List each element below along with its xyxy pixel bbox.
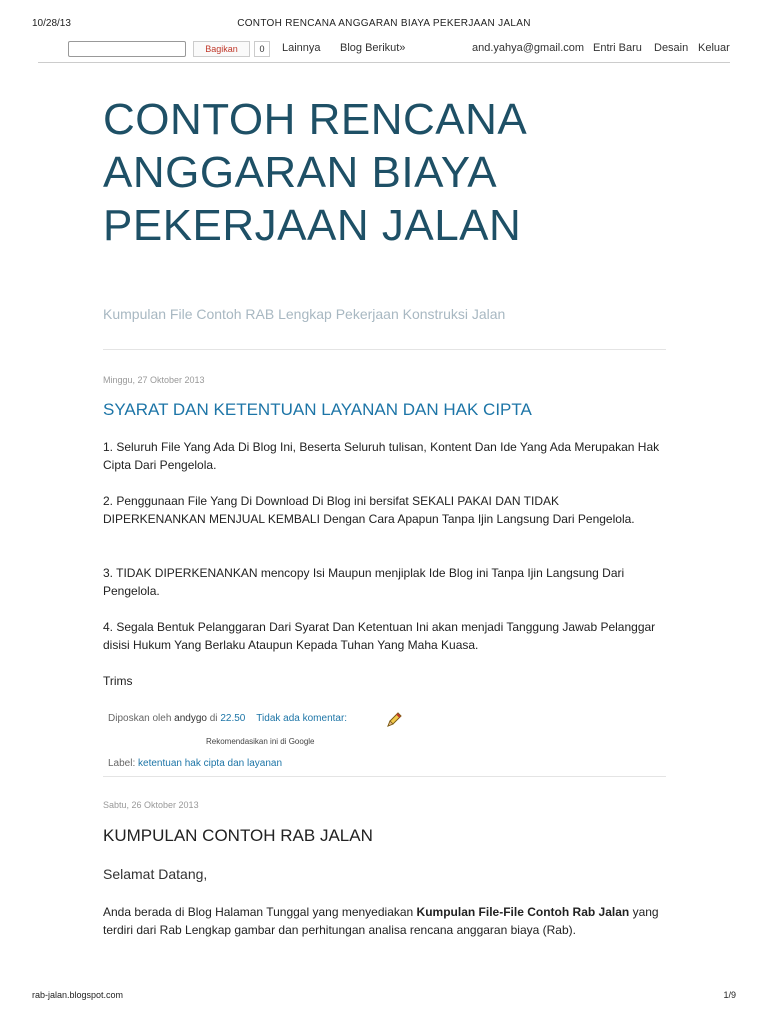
search-input[interactable] bbox=[68, 41, 186, 57]
post-paragraph: 3. TIDAK DIPERKENANKAN mencopy Isi Maupun menjiplak Ide Blog ini Tanpa Ijin Langsung Dari Pengelola. bbox=[103, 566, 625, 598]
print-footer bbox=[32, 990, 736, 1002]
print-header bbox=[32, 18, 736, 32]
post-title[interactable]: KUMPULAN CONTOH RAB JALAN bbox=[103, 826, 373, 845]
post-labels bbox=[108, 758, 282, 769]
edit-pencil-icon[interactable] bbox=[384, 710, 404, 730]
print-page-title: CONTOH RENCANA ANGGARAN BIAYA PEKERJAAN JALAN bbox=[237, 18, 531, 29]
print-page-number: 1/9 bbox=[723, 990, 736, 1000]
comments-link[interactable]: Tidak ada komentar: bbox=[256, 713, 348, 724]
share-button[interactable]: Bagikan bbox=[193, 41, 250, 57]
intro-text: Anda berada di Blog Halaman Tunggal yang menyediakan bbox=[103, 905, 417, 919]
post-paragraph: 2. Penggunaan File Yang Di Download Di Blog ini bersifat SEKALI PAKAI DAN TIDAK DIPERKENANKAN MENJUAL KEMBALI Dengan Cara Apapun Tanpa Ijin Langsung Dari Pengelola. bbox=[103, 494, 635, 526]
post-date: Minggu, 27 Oktober 2013 bbox=[103, 375, 205, 385]
print-url: rab-jalan.blogspot.com bbox=[32, 990, 124, 1000]
post-author: andygo bbox=[174, 713, 207, 724]
new-post-link[interactable]: Entri Baru bbox=[593, 42, 642, 54]
posted-by-label: Diposkan oleh bbox=[108, 713, 172, 724]
blog-title[interactable]: CONTOH RENCANA ANGGARAN BIAYA PEKERJAAN JALAN bbox=[103, 95, 525, 250]
intro-bold-text: Kumpulan File-File Contoh Rab Jalan bbox=[416, 905, 630, 919]
user-email: and.yahya@gmail.com bbox=[472, 42, 585, 54]
post-date: Sabtu, 26 Oktober 2013 bbox=[103, 800, 199, 810]
share-count: 0 bbox=[254, 41, 270, 57]
intro-text-end: yang terdiri dari Rab Lengkap gambar dan perhitungan analisa rencana anggaran biaya (Rab). bbox=[103, 905, 659, 937]
post-greeting: Selamat Datang, bbox=[103, 866, 208, 882]
design-link[interactable]: Desain bbox=[654, 42, 689, 54]
post-title[interactable]: SYARAT DAN KETENTUAN LAYANAN DAN HAK CIPTA bbox=[103, 400, 532, 419]
print-date: 10/28/13 bbox=[32, 18, 71, 29]
post-paragraph bbox=[103, 903, 663, 939]
next-blog-link[interactable]: Blog Berikut» bbox=[340, 42, 406, 54]
post-closing: Trims bbox=[103, 674, 133, 688]
blogger-navbar bbox=[38, 38, 730, 63]
label-prefix: Label: bbox=[108, 758, 136, 769]
label-link[interactable]: ketentuan hak cipta dan layanan bbox=[138, 758, 283, 769]
at-label: di bbox=[209, 713, 218, 724]
more-link[interactable]: Lainnya bbox=[282, 42, 321, 54]
post-divider bbox=[103, 776, 666, 777]
blog-description: Kumpulan File Contoh RAB Lengkap Pekerjaan Konstruksi Jalan bbox=[103, 306, 506, 322]
recommend-google-text[interactable]: Rekomendasikan ini di Google bbox=[206, 737, 315, 746]
post-paragraph: 4. Segala Bentuk Pelanggaran Dari Syarat Dan Ketentuan Ini akan menjadi Tanggung Jawab Pelanggar disisi Hukum Yang Berlaku Ataupun Kepada Tuhan Yang Maha Kuasa. bbox=[103, 620, 656, 652]
logout-link[interactable]: Keluar bbox=[698, 42, 730, 54]
header-divider bbox=[103, 349, 666, 350]
post-paragraph: 1. Seluruh File Yang Ada Di Blog Ini, Beserta Seluruh tulisan, Kontent Dan Ide Yang Ada Merupakan Hak Cipta Dari Pengelola. bbox=[103, 440, 660, 472]
post-time-link[interactable]: 22.50 bbox=[220, 713, 246, 724]
post-footer-byline bbox=[108, 713, 347, 724]
